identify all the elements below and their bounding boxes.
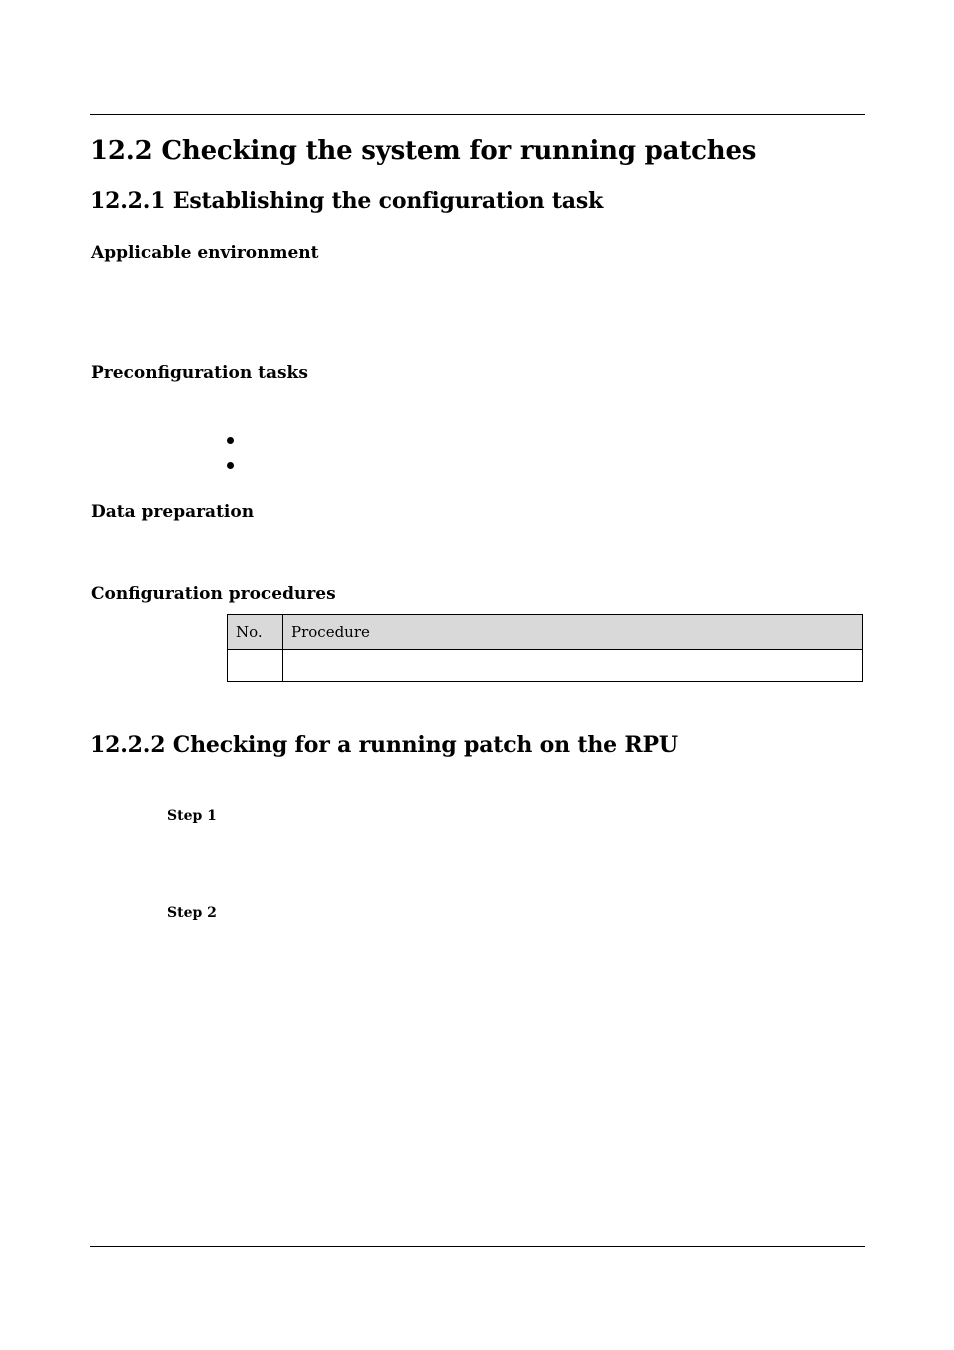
column-header-no: No. <box>228 615 283 650</box>
list-item <box>225 430 845 455</box>
table-cell-no <box>228 650 283 682</box>
step-label-1: Step 1 <box>167 808 217 824</box>
table-row <box>228 650 863 682</box>
heading-configuration-procedures: Configuration procedures <box>91 584 336 604</box>
bullet-icon <box>227 462 234 469</box>
header-rule <box>90 114 865 115</box>
subsection-title-establishing: 12.2.1 Establishing the configuration task <box>90 188 604 214</box>
bullet-icon <box>227 437 234 444</box>
preconfiguration-task-list <box>225 430 845 480</box>
table-cell-procedure <box>283 650 863 682</box>
heading-preconfiguration-tasks: Preconfiguration tasks <box>91 363 308 383</box>
list-item <box>225 455 845 480</box>
procedure-table <box>227 614 863 682</box>
step-label-2: Step 2 <box>167 905 217 921</box>
table-header-row <box>228 615 863 650</box>
footer-rule <box>90 1246 865 1247</box>
heading-data-preparation: Data preparation <box>91 502 255 522</box>
heading-applicable-environment: Applicable environment <box>91 243 319 263</box>
column-header-procedure: Procedure <box>283 615 863 650</box>
section-title: 12.2 Checking the system for running patches <box>90 136 757 166</box>
subsection-title-rpu-check: 12.2.2 Checking for a running patch on the RPU <box>90 732 678 758</box>
